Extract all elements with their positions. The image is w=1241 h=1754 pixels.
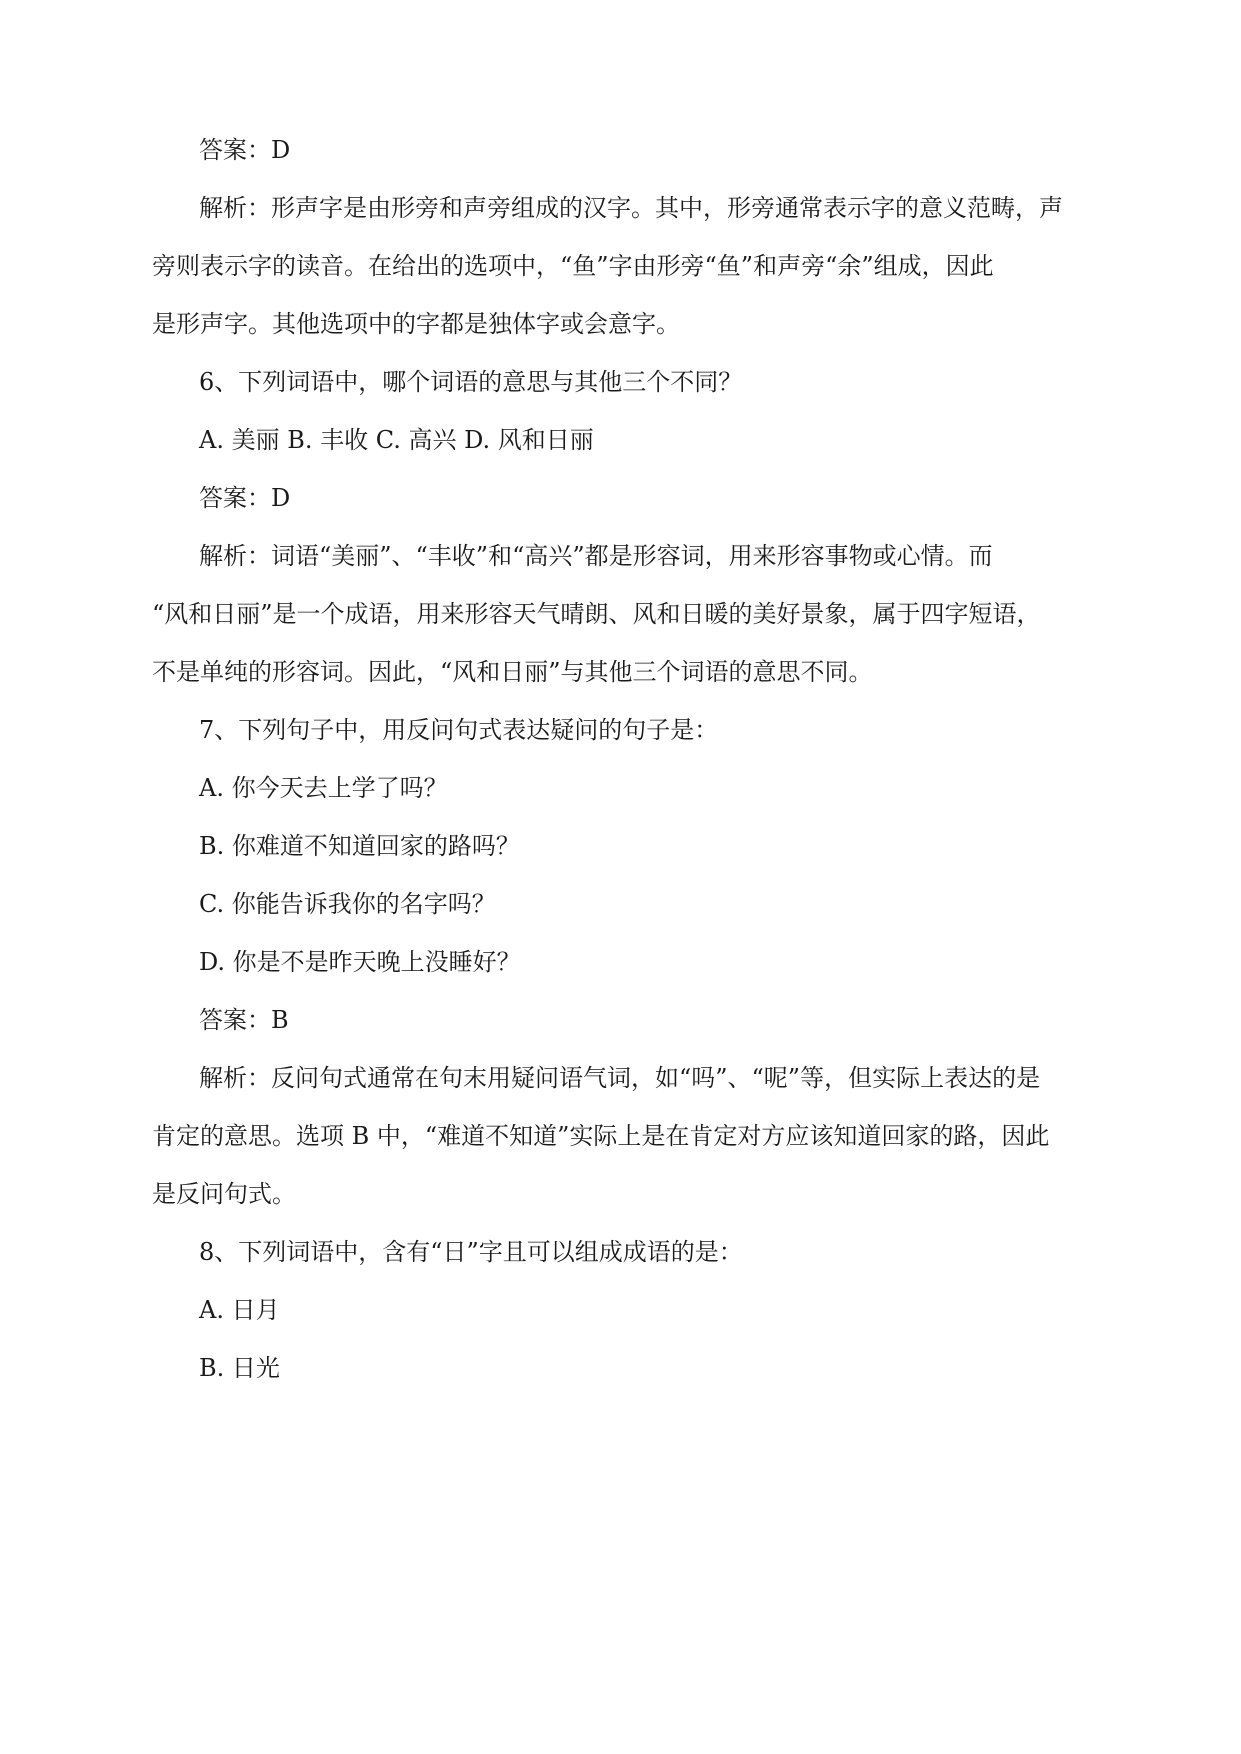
q7-analysis-line-2: 肯定的意思。选项 B 中，“难道不知道”实际上是在肯定对方应该知道回家的路，因此 (152, 1122, 1050, 1150)
q7-analysis-line-1: 解析：反问句式通常在句末用疑问语气词，如“吗”、“呢”等，但实际上表达的是 (199, 1064, 1041, 1092)
q7-analysis-line-3: 是反问句式。 (152, 1180, 296, 1208)
q5-analysis-line-1: 解析：形声字是由形旁和声旁组成的汉字。其中，形旁通常表示字的意义范畴，声 (199, 194, 1063, 222)
q7-option-c: C. 你能告诉我你的名字吗？ (199, 890, 496, 918)
q6-analysis-line-2: “风和日丽”是一个成语，用来形容天气晴朗、风和日暖的美好景象，属于四字短语， (152, 600, 1041, 628)
q8-question: 8、下列词语中，含有“日”字且可以组成成语的是： (199, 1238, 743, 1266)
q5-answer: 答案：D (199, 136, 291, 164)
q5-analysis-line-3: 是形声字。其他选项中的字都是独体字或会意字。 (152, 310, 680, 338)
q8-option-b: B. 日光 (199, 1354, 280, 1382)
q6-answer: 答案：D (199, 484, 291, 512)
q7-answer: 答案：B (199, 1006, 289, 1034)
q8-option-a: A. 日月 (199, 1296, 280, 1324)
q6-question: 6、下列词语中，哪个词语的意思与其他三个不同？ (199, 368, 743, 396)
q7-option-a: A. 你今天去上学了吗？ (199, 774, 448, 802)
q7-option-d: D. 你是不是昨天晚上没睡好？ (199, 948, 521, 976)
q6-options: A. 美丽 B. 丰收 C. 高兴 D. 风和日丽 (199, 426, 594, 454)
q7-question: 7、下列句子中，用反问句式表达疑问的句子是： (199, 716, 719, 744)
q6-analysis-line-3: 不是单纯的形容词。因此，“风和日丽”与其他三个词语的意思不同。 (152, 658, 873, 686)
q5-analysis-line-2: 旁则表示字的读音。在给出的选项中，“鱼”字由形旁“鱼”和声旁“余”组成，因此 (152, 252, 994, 280)
q7-option-b: B. 你难道不知道回家的路吗？ (199, 832, 520, 860)
q6-analysis-line-1: 解析：词语“美丽”、“丰收”和“高兴”都是形容词，用来形容事物或心情。而 (199, 542, 993, 570)
